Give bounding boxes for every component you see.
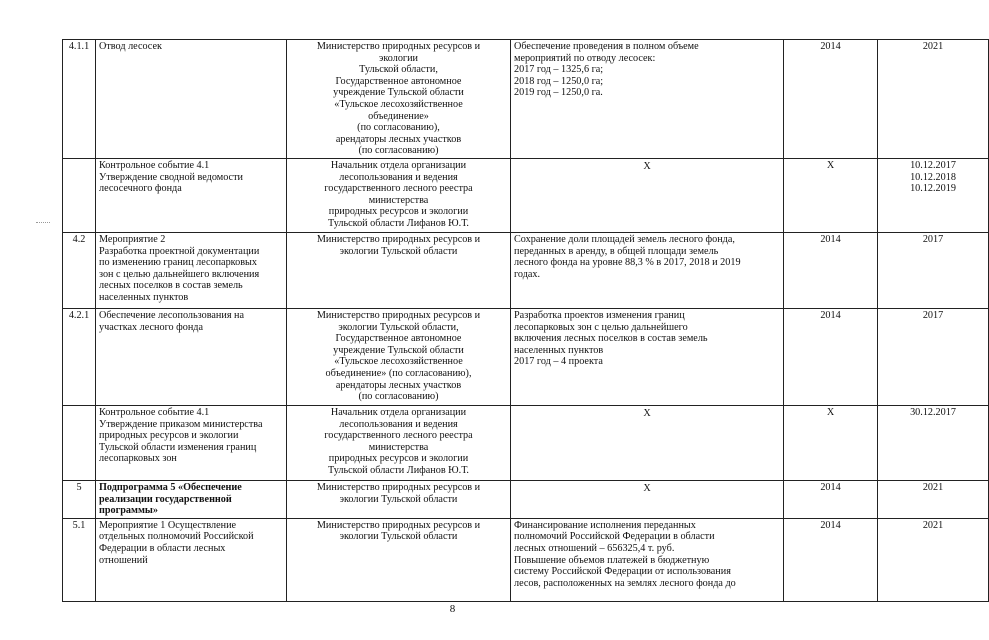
table-row bbox=[63, 232, 989, 308]
text-line: реализации государственной bbox=[99, 493, 232, 505]
text-line: Государственное автономное bbox=[335, 75, 462, 87]
text-line: 10.12.2018 bbox=[910, 171, 956, 183]
end-date bbox=[878, 158, 989, 232]
text-line: 2017 год – 1325,6 га; bbox=[514, 64, 604, 76]
text-line: лесопарковых зон bbox=[99, 453, 177, 465]
text-line: Министерство природных ресурсов и bbox=[316, 519, 481, 531]
text-line: 2019 год – 1250,0 га. bbox=[514, 87, 603, 99]
text-line: экологии Тульской области bbox=[339, 531, 458, 543]
end-date bbox=[878, 40, 989, 159]
text-line: Обеспечение проведения в полном объеме bbox=[514, 41, 699, 52]
start-year: 2014 bbox=[784, 480, 878, 518]
text-line: лесных поселков в состав земель bbox=[99, 280, 243, 292]
text-line: лесных отношений – 656325,4 т. руб. bbox=[514, 542, 675, 554]
text-line: экологии Тульской области, bbox=[338, 321, 459, 333]
responsible-executor bbox=[287, 308, 511, 405]
text-line: Контрольное событие 4.1 bbox=[99, 406, 210, 418]
text-line: Подпрограмма 5 «Обеспечение bbox=[99, 481, 242, 493]
text-line: Государственное автономное bbox=[335, 333, 462, 345]
end-date bbox=[878, 232, 989, 308]
text-line: лесопарковых зон с целью дальнейшего bbox=[514, 321, 688, 333]
margin-mark bbox=[36, 222, 50, 223]
expected-result bbox=[511, 480, 784, 518]
start-year: 2014 bbox=[784, 232, 878, 308]
text-line: 2021 bbox=[922, 519, 944, 531]
text-line: Разработка проектов изменения границ bbox=[514, 309, 685, 321]
text-line: «Тульское лесохозяйственное bbox=[334, 356, 463, 368]
text-line: 2017 год – 4 проекта bbox=[514, 356, 603, 368]
text-line: Х bbox=[643, 482, 651, 494]
text-line: Министерство природных ресурсов и bbox=[316, 481, 481, 493]
text-line: министерства bbox=[368, 441, 429, 453]
text-line: 2021 bbox=[922, 41, 944, 52]
text-line: министерства bbox=[368, 194, 429, 206]
end-date bbox=[878, 480, 989, 518]
row-number: 4.2.1 bbox=[63, 308, 96, 405]
text-line: 10.12.2017 bbox=[910, 159, 956, 171]
text-line: Начальник отдела организации bbox=[330, 406, 467, 418]
start-year: Х bbox=[784, 405, 878, 480]
text-line: Тульской области изменения границ bbox=[99, 441, 257, 453]
text-line: Мероприятие 1 Осуществление bbox=[99, 519, 237, 531]
row-number: 5.1 bbox=[63, 518, 96, 601]
text-line: природных ресурсов и экологии bbox=[328, 206, 469, 218]
text-line: населенных пунктов bbox=[514, 344, 604, 356]
text-line: экологии Тульской области bbox=[339, 245, 458, 257]
end-date bbox=[878, 405, 989, 480]
expected-result bbox=[511, 405, 784, 480]
activity-name bbox=[96, 158, 287, 232]
text-line: Сохранение доли площадей земель лесного фонда, bbox=[514, 233, 735, 245]
activity-name bbox=[96, 405, 287, 480]
text-line: Министерство природных ресурсов и bbox=[316, 233, 481, 245]
text-line: лесопользования и ведения bbox=[339, 418, 458, 430]
row-number: 4.1.1 bbox=[63, 40, 96, 159]
expected-result bbox=[511, 232, 784, 308]
text-line: 2021 bbox=[922, 481, 944, 493]
text-line: населенных пунктов bbox=[99, 291, 189, 303]
text-line: Контрольное событие 4.1 bbox=[99, 159, 210, 171]
table-row bbox=[63, 405, 989, 480]
text-line: мероприятий по отводу лесосек: bbox=[514, 52, 656, 64]
text-line: Тульской области, bbox=[359, 64, 438, 76]
text-line: Разработка проектной документации bbox=[99, 245, 260, 257]
text-line: Отвод лесосек bbox=[99, 41, 162, 52]
text-line: «Тульское лесохозяйственное bbox=[334, 98, 463, 110]
row-number: 5 bbox=[63, 480, 96, 518]
text-line: участках лесного фонда bbox=[99, 321, 204, 333]
text-line: Х bbox=[643, 160, 651, 172]
text-line: полномочий Российской Федерации в области bbox=[514, 531, 715, 543]
text-line: годах. bbox=[514, 268, 541, 280]
text-line: арендаторы лесных участков bbox=[335, 379, 462, 391]
text-line: Начальник отдела организации bbox=[330, 159, 467, 171]
text-line: переданных в аренду, в общей площади земель bbox=[514, 245, 719, 257]
activity-name bbox=[96, 480, 287, 518]
text-line: объединение» bbox=[368, 110, 429, 122]
expected-result bbox=[511, 518, 784, 601]
text-line: систему Российской Федерации от использования bbox=[514, 566, 731, 578]
text-line: лесопользования и ведения bbox=[339, 171, 458, 183]
text-line: зон с целью дальнейшего включения bbox=[99, 268, 260, 280]
text-line: Утверждение сводной ведомости bbox=[99, 171, 243, 183]
text-line: включения лесных поселков в состав земель bbox=[514, 333, 708, 345]
responsible-executor bbox=[287, 40, 511, 159]
text-line: Министерство природных ресурсов и bbox=[316, 309, 481, 321]
text-line: государственного лесного реестра bbox=[324, 183, 473, 195]
program-table bbox=[62, 39, 989, 602]
text-line: экологии Тульской области bbox=[339, 493, 458, 505]
table-row bbox=[63, 480, 989, 518]
text-line: природных ресурсов и экологии bbox=[328, 453, 469, 465]
text-line: (по согласованию) bbox=[358, 145, 439, 157]
responsible-executor bbox=[287, 405, 511, 480]
text-line: Утверждение приказом министерства bbox=[99, 418, 263, 430]
text-line: лесного фонда на уровне 88,3 % в 2017, 2018 и 2019 bbox=[514, 257, 741, 269]
start-year: 2014 bbox=[784, 308, 878, 405]
table-row bbox=[63, 308, 989, 405]
text-line: Министерство природных ресурсов и bbox=[316, 41, 481, 52]
text-line: лесов, расположенных на землях лесного фонда до bbox=[514, 577, 736, 589]
expected-result bbox=[511, 40, 784, 159]
text-line: природных ресурсов и экологии bbox=[99, 430, 239, 442]
text-line: Обеспечение лесопользования на bbox=[99, 309, 245, 321]
text-line: учреждение Тульской области bbox=[333, 87, 464, 99]
text-line: учреждение Тульской области bbox=[333, 344, 464, 356]
text-line: 2018 год – 1250,0 га; bbox=[514, 75, 604, 87]
text-line: Тульской области Лифанов Ю.Т. bbox=[328, 217, 469, 229]
text-line: (по согласованию) bbox=[358, 391, 439, 403]
responsible-executor bbox=[287, 158, 511, 232]
text-line: программы» bbox=[99, 505, 158, 517]
table-row bbox=[63, 158, 989, 232]
text-line: 2017 bbox=[922, 233, 944, 245]
text-line: Тульской области Лифанов Ю.Т. bbox=[328, 464, 469, 476]
page-number: 8 bbox=[449, 603, 456, 615]
text-line: экологии bbox=[378, 52, 419, 64]
text-line: (по согласованию), bbox=[357, 122, 440, 134]
text-line: Повышение объемов платежей в бюджетную bbox=[514, 554, 710, 566]
text-line: 10.12.2019 bbox=[910, 183, 956, 195]
activity-name bbox=[96, 308, 287, 405]
table-row bbox=[63, 40, 989, 159]
end-date bbox=[878, 518, 989, 601]
row-number bbox=[63, 158, 96, 232]
table-row bbox=[63, 518, 989, 601]
activity-name bbox=[96, 232, 287, 308]
text-line: арендаторы лесных участков bbox=[335, 133, 462, 145]
start-year: 2014 bbox=[784, 40, 878, 159]
text-line: 2017 bbox=[922, 309, 944, 321]
responsible-executor bbox=[287, 480, 511, 518]
text-line: отношений bbox=[99, 554, 148, 566]
text-line: Х bbox=[643, 407, 651, 419]
responsible-executor bbox=[287, 232, 511, 308]
responsible-executor bbox=[287, 518, 511, 601]
text-line: 30.12.2017 bbox=[910, 406, 956, 418]
end-date bbox=[878, 308, 989, 405]
expected-result bbox=[511, 158, 784, 232]
text-line: объединение» (по согласованию), bbox=[325, 367, 472, 379]
text-line: отдельных полномочий Российской bbox=[99, 531, 254, 543]
activity-name bbox=[96, 518, 287, 601]
text-line: Федерации в области лесных bbox=[99, 542, 226, 554]
start-year: Х bbox=[784, 158, 878, 232]
expected-result bbox=[511, 308, 784, 405]
row-number: 4.2 bbox=[63, 232, 96, 308]
text-line: лесосечного фонда bbox=[99, 183, 182, 195]
start-year: 2014 bbox=[784, 518, 878, 601]
text-line: Мероприятие 2 bbox=[99, 233, 166, 245]
row-number bbox=[63, 405, 96, 480]
text-line: по изменению границ лесопарковых bbox=[99, 257, 257, 269]
activity-name bbox=[96, 40, 287, 159]
text-line: государственного лесного реестра bbox=[324, 430, 473, 442]
text-line: Финансирование исполнения переданных bbox=[514, 519, 696, 531]
